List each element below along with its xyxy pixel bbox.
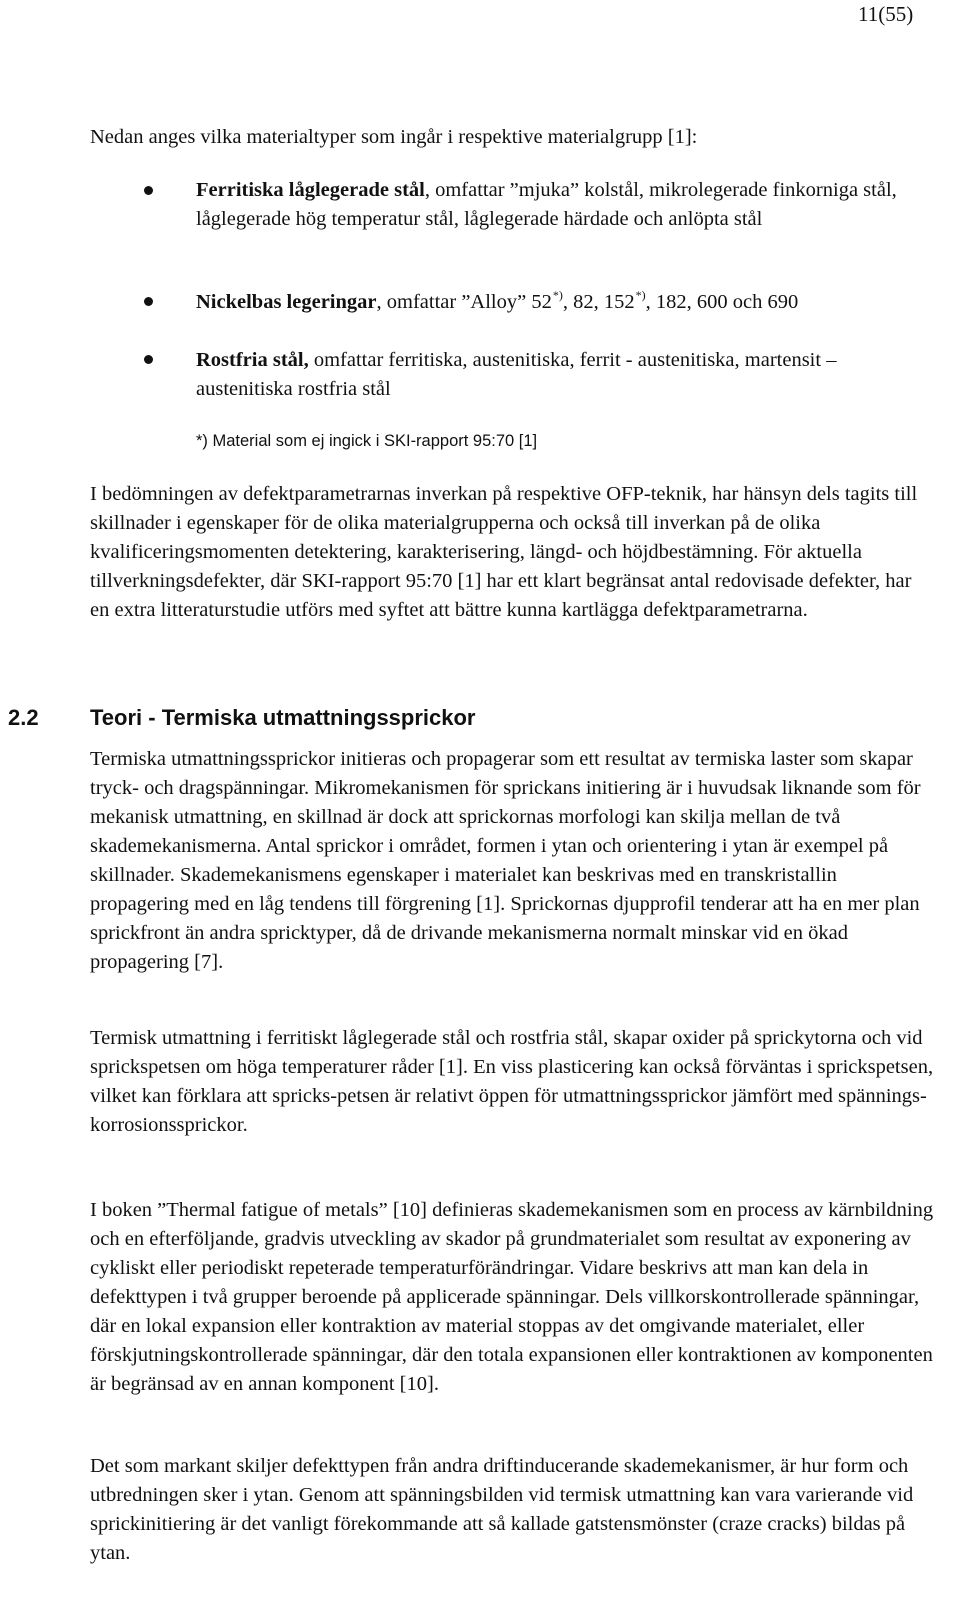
footnote-marker: *)	[635, 288, 646, 302]
paragraph: I boken ”Thermal fatigue of metals” [10] definieras skademekanismen som en process av kärnbildning och en efterföljande, gradvis utveckling av skador på grundmaterialet som resultat av exponering av cykliskt eller periodiskt repeterade temperaturförändringar. Vidare beskrivs att man kan dela in defekttypen i två grupper beroende på applicerade spänningar. Dels villkorskontrollerade spänningar, där en lokal expansion eller kontraktion av material stoppas av det omgivande materialet, eller förskjutningskontrollerade spänningar, där den totala expansionen eller kontraktionen av komponenten är begränsad av en annan komponent [10].	[90, 1199, 934, 1395]
bullet-text: , 182, 600 och 690	[645, 291, 799, 313]
footnote-marker: *)	[552, 288, 563, 302]
bullet-dot	[144, 297, 153, 306]
footnote: *) Material som ej ingick i SKI-rapport 95:70 [1]	[196, 432, 538, 450]
page-number: 11(55)	[858, 2, 914, 26]
bullet-text: , omfattar ”mjuka” kolstål, mikrolegerade finkorniga stål, låglegerade hög temperatur stål, låglegerade härdade och anlöpta stål	[196, 179, 897, 230]
bullet-dot	[144, 355, 153, 364]
paragraph: Termisk utmattning i ferritiskt låglegerade stål och rostfria stål, skapar oxider på sprickytorna och vid sprickspetsen om höga temperaturer råder [1]. En viss plasticering kan också förväntas i sprickspetsen, vilket kan förklara att spricks-petsen är relativt öppen för utmattningssprickor jämfört med spännings-korrosionssprickor.	[90, 1027, 934, 1136]
bullet-lead: Ferritiska låglegerade stål	[196, 179, 425, 201]
bullet-lead: Nickelbas legeringar	[196, 291, 377, 313]
bullet-text: , omfattar ”Alloy” 52	[376, 291, 552, 313]
paragraph: Det som markant skiljer defekttypen från andra driftinducerande skademekanismer, är hur form och utbredningen sker i ytan. Genom att spänningsbilden vid termisk utmattning kan vara varierande vid sprickinitiering är det vanligt förekommande att så kallade gatstensmönster (craze cracks) bildas på ytan.	[90, 1455, 914, 1564]
bullet-item-ferritic	[196, 176, 936, 234]
intro-text: Nedan anges vilka materialtyper som ingår i respektive materialgrupp [1]:	[90, 126, 698, 148]
section-title: Teori - Termiska utmattningssprickor	[90, 705, 476, 730]
paragraph: Termiska utmattningssprickor initieras och propagerar som ett resultat av termiska laster som skapar tryck- och dragspänningar. Mikromekanismen för sprickans initiering är i huvudsak liknande som för mekanisk utmattning, en skillnad är dock att sprickornas morfologi kan skilja mellan de två skademekanismerna. Antal sprickor i området, formen i ytan och orientering i ytan är exempel på skillnader. Skademekanismens egenskaper i materialet kan beskrivas med en transkristallin propagering med en låg tendens till förgrening [1]. Sprickornas djupprofil tenderar att ha en mer plan sprickfront än andra spricktyper, då de drivande mekanismerna normalt minskar vid en ökad propagering [7].	[90, 748, 921, 973]
bullet-text: omfattar ferritiska, austenitiska, ferrit - austenitiska, martensit – austenitiska rostfria stål	[196, 349, 837, 400]
bullet-item-stainless	[196, 346, 936, 404]
bullet-text: , 82, 152	[562, 291, 635, 313]
paragraph-assessment: I bedömningen av defektparametrarnas inverkan på respektive OFP-teknik, har hänsyn dels tagits till skillnader i egenskaper för de olika materialgrupperna och också till inverkan på de olika kvalificeringsmomenten detektering, karakterisering, längd- och höjdbestämning. För aktuella tillverkningsdefekter, där SKI-rapport 95:70 [1] har ett klart begränsat antal redovisade defekter, har en extra litteraturstudie utförs med syftet att bättre kunna kartlägga defektparametrarna.	[90, 483, 918, 621]
section-number: 2.2	[8, 705, 39, 730]
bullet-lead: Rostfria stål,	[196, 349, 309, 371]
bullet-item-nickel	[196, 288, 936, 319]
bullet-dot	[144, 186, 153, 195]
